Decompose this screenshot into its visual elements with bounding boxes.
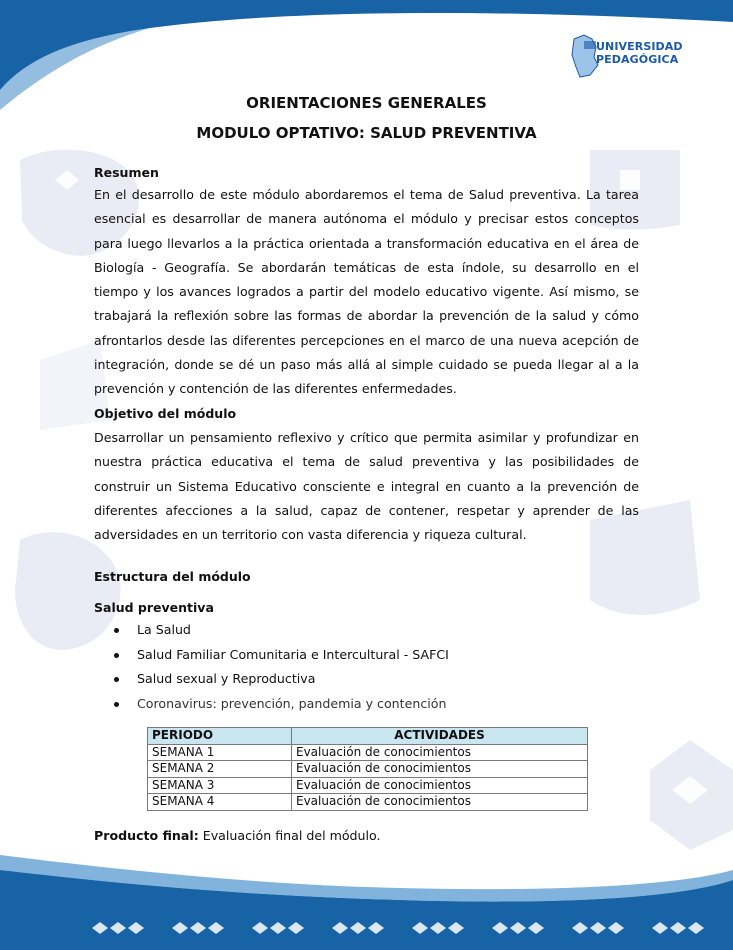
list-item xyxy=(114,620,449,645)
list-item-label: La Salud xyxy=(137,622,191,637)
table-cell: Evaluación de conocimientos xyxy=(292,744,588,761)
list-item-label: Salud Familiar Comunitaria e Intercultural - SAFCI xyxy=(137,646,449,662)
logo-line1: UNIVERSIDAD xyxy=(596,40,683,53)
table-header-row xyxy=(148,728,588,745)
objetivo-heading: Objetivo del módulo xyxy=(94,406,237,421)
bullet-icon xyxy=(114,653,119,658)
logo-line2: PEDAGÓGICA xyxy=(596,53,679,66)
table-cell: SEMANA 4 xyxy=(148,794,292,811)
list-item-label: Coronavirus: prevención, pandemia y contención xyxy=(137,695,447,711)
list-item-label: Salud sexual y Reproductiva xyxy=(137,671,316,686)
bullet-icon xyxy=(114,677,119,682)
schedule-table xyxy=(147,727,588,811)
producto-final-label: Producto final: xyxy=(94,828,199,843)
table-row xyxy=(148,777,588,794)
list-item xyxy=(114,694,449,719)
document-subtitle: MODULO OPTATIVO: SALUD PREVENTIVA xyxy=(196,124,537,142)
resumen-body: En el desarrollo de este módulo abordaremos el tema de Salud preventiva. La tarea esencial es desarrollar de manera autónoma el módulo y precisar estos conceptos para luego llevarlos a la práctica orientada a transformación educativa en el área de Biología - Geografía. Se abordarán temáticas de esta índole, su desarrollo en el tiempo y los avances logrados a partir del modelo educativo vigente. Así mismo, se trabajará la reflexión sobre las formas de abordar la prevención de la salud y cómo afrontarlos desde las diferentes percepciones en el marco de una nueva acepción de integración, donde se dé un paso más allá al simple cuidado se pueda llegar al a la prevención y contención de las diferentes enfermedades. xyxy=(94,187,639,397)
module-topics-list xyxy=(114,620,449,718)
producto-final-text: Evaluación final del módulo. xyxy=(198,828,381,843)
estructura-heading: Estructura del módulo xyxy=(94,569,251,584)
bottom-band xyxy=(0,870,733,950)
table-row xyxy=(148,794,588,811)
list-item xyxy=(114,669,449,694)
bullet-icon xyxy=(114,702,119,707)
bullet-icon xyxy=(114,628,119,633)
document-title: ORIENTACIONES GENERALES xyxy=(246,94,487,112)
table-cell: Evaluación de conocimientos xyxy=(292,761,588,778)
table-row xyxy=(148,744,588,761)
table-cell: Evaluación de conocimientos xyxy=(292,794,588,811)
table-cell: SEMANA 3 xyxy=(148,777,292,794)
table-row xyxy=(148,761,588,778)
objetivo-body: Desarrollar un pensamiento reflexivo y crítico que permita asimilar y profundizar en nuestra práctica educativa el tema de salud preventiva y las posibilidades de construir un Sistema Educativo consciente e integral en cuanto a la prevención de diferentes afecciones a la salud, capaz de contener, respetar y aprender de las adversidades en un territorio con vasta diferencia y riqueza cultural. xyxy=(94,430,639,543)
table-cell: Evaluación de conocimientos xyxy=(292,777,588,794)
producto-final xyxy=(94,828,381,843)
column-header-periodo: PERIODO xyxy=(148,728,292,745)
resumen-heading: Resumen xyxy=(94,165,159,180)
salud-preventiva-subheading: Salud preventiva xyxy=(94,600,214,615)
table-cell: SEMANA 2 xyxy=(148,761,292,778)
table-cell: SEMANA 1 xyxy=(148,744,292,761)
column-header-actividades: ACTIVIDADES xyxy=(292,728,588,745)
list-item xyxy=(114,645,449,670)
university-logo-text xyxy=(596,40,716,66)
